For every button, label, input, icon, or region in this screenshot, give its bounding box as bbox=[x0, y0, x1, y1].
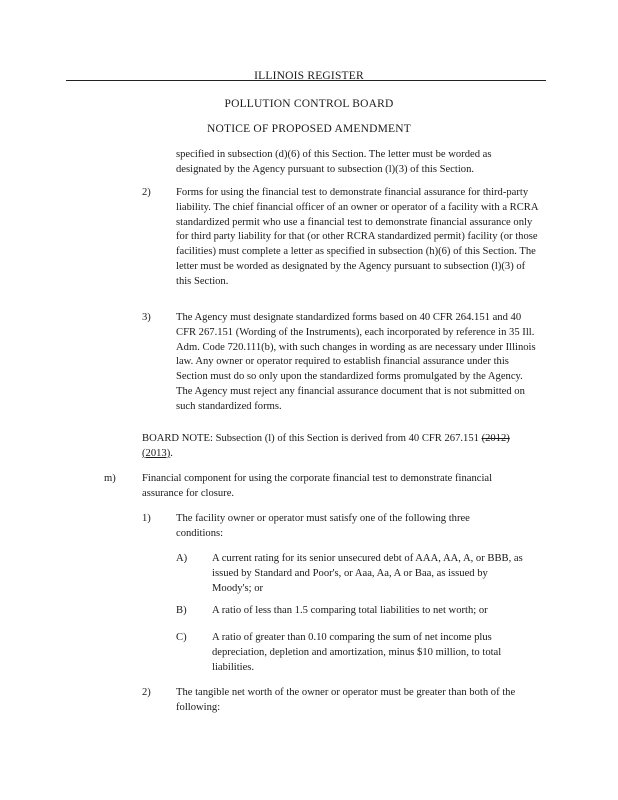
item-C-text: A ratio of greater than 0.10 comparing the sum of net income plus depreciation, depletion and amortization, minus $10 million, to total liabilities. bbox=[212, 632, 502, 673]
item-A-text: A current rating for its senior unsecured debt of AAA, AA, A, or BBB, as issued by Standard and Poor's, or Aaa, Aa, A or Baa, as issued by Moody's; or bbox=[212, 553, 523, 594]
notice-title: NOTICE OF PROPOSED AMENDMENT bbox=[207, 123, 411, 135]
register-title: ILLINOIS REGISTER bbox=[254, 70, 364, 82]
item-m-text: Financial component for using the corporate financial test to demonstrate financial assurance for closure. bbox=[142, 473, 493, 499]
board-note-text: BOARD NOTE: Subsection (l) of this Section is derived from 40 CFR 267.151 bbox=[142, 433, 479, 444]
item-2-text: Forms for using the financial test to demonstrate financial assurance for third-party liability. The chief financial officer of an owner or operator of a facility with a RCRA standardized permit who use a financial test to demonstrate financial assurance only for third party liability for that (or other RCRA standardized permit) facility (or those facilities) must complete a letter as specified in subsection (h)(6) of this Section. The letter must be worded as designated by the Agency pursuant to subsection (l)(3) of this Section. bbox=[176, 187, 538, 287]
item-B-label: B) bbox=[176, 605, 187, 616]
board-note-end: . bbox=[170, 447, 173, 459]
continued-paragraph: specified in subsection (d)(6) of this Section. The letter must be worded as designated by the Agency pursuant to subsection (l)(3) of this Section. bbox=[176, 149, 492, 175]
item-B-text: A ratio of less than 1.5 comparing total liabilities to net worth; or bbox=[212, 605, 488, 616]
item-m2-label: 2) bbox=[142, 687, 151, 698]
board-title: POLLUTION CONTROL BOARD bbox=[224, 98, 394, 110]
item-m-label: m) bbox=[104, 473, 116, 484]
header-rule bbox=[66, 80, 546, 81]
item-2-label: 2) bbox=[142, 187, 151, 198]
item-m2-text: The tangible net worth of the owner or operator must be greater than both of the following: bbox=[176, 687, 516, 713]
item-m1-text: The facility owner or operator must satisfy one of the following three conditions: bbox=[176, 513, 470, 539]
board-note bbox=[142, 432, 542, 462]
item-C-label: C) bbox=[176, 632, 187, 643]
item-A-label: A) bbox=[176, 553, 188, 564]
added-year: (2013) bbox=[142, 447, 171, 459]
item-3-label: 3) bbox=[142, 312, 151, 323]
item-3-text: The Agency must designate standardized forms based on 40 CFR 264.151 and 40 CFR 267.151 (Wording of the Instruments), each incorporated by reference in 35 Ill. Adm. Code 720.111(b), with such changes in wording as are necessary under Illinois law. Any owner or operator required to establish financial assurance under this Section must do so only upon the standardized forms promulgated by the Agency. The Agency must reject any financial assurance document that is not submitted on such standardized forms. bbox=[176, 312, 536, 412]
item-m1-label: 1) bbox=[142, 513, 151, 524]
struck-year: (2012) bbox=[481, 433, 510, 444]
